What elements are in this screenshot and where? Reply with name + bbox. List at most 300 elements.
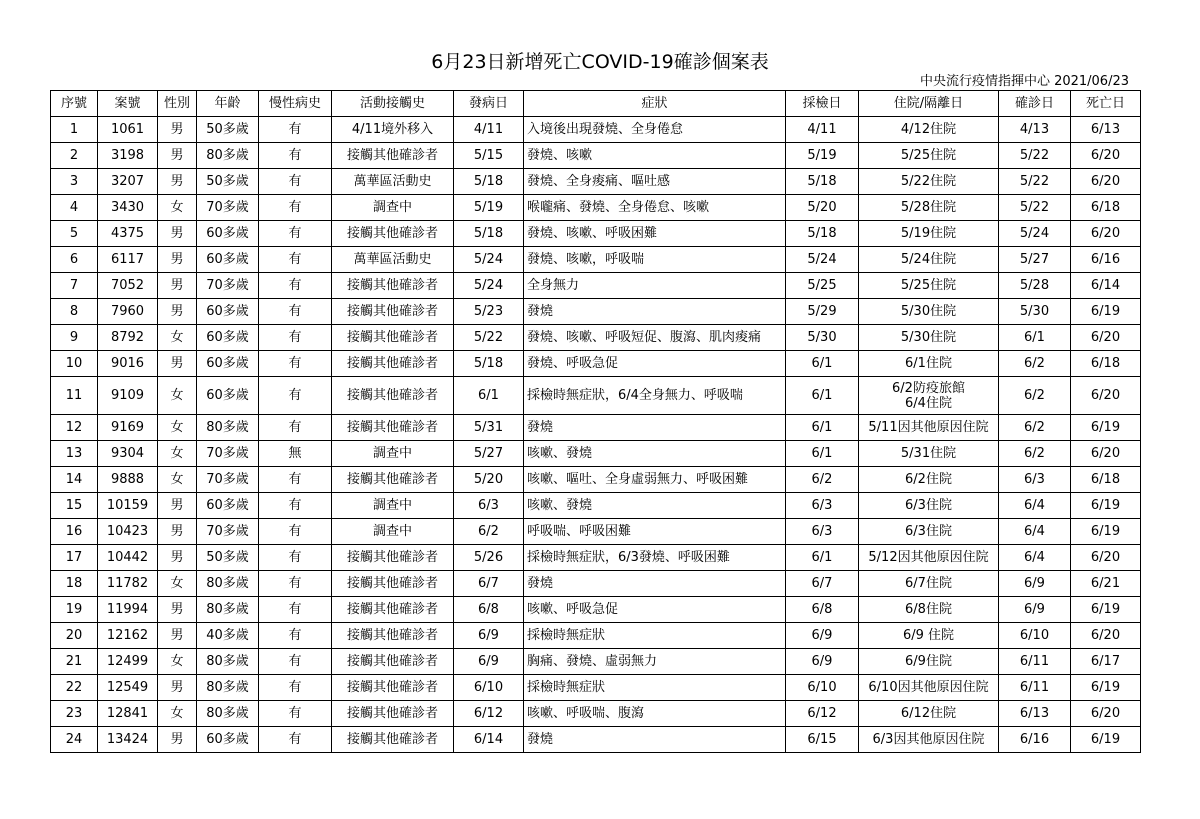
cell-sex: 女 [158,195,197,221]
col-header-death-date: 死亡日 [1071,91,1141,117]
cell-onset-date: 6/12 [454,701,524,727]
cell-test-date: 5/19 [786,143,859,169]
cell-contact-history: 接觸其他確診者 [332,273,454,299]
cell-test-date: 6/7 [786,571,859,597]
cell-contact-history: 4/11境外移入 [332,117,454,143]
cell-age: 60多歲 [197,299,259,325]
cell-serial: 5 [51,221,98,247]
cell-test-date: 5/18 [786,169,859,195]
cell-test-date: 6/9 [786,623,859,649]
cell-contact-history: 接觸其他確診者 [332,467,454,493]
cell-hospitalization-date [859,169,999,195]
cell-contact-history: 接觸其他確診者 [332,299,454,325]
cell-sex: 男 [158,493,197,519]
hospitalization-line: 6/9住院 [905,654,952,669]
cell-contact-history: 萬華區活動史 [332,247,454,273]
cell-onset-date: 5/20 [454,467,524,493]
cell-symptoms: 發燒、全身痠痛、嘔吐感 [524,169,786,195]
hospitalization-line: 6/10因其他原因住院 [868,680,989,695]
table-row [51,649,1141,675]
cell-age: 70多歲 [197,441,259,467]
cell-sex: 男 [158,519,197,545]
cell-death-date: 6/19 [1071,727,1141,753]
issuer-and-date: 中央流行疫情指揮中心 2021/06/23 [919,74,1129,89]
cell-age: 60多歲 [197,325,259,351]
cell-hospitalization-date [859,117,999,143]
cell-chronic-disease: 有 [259,727,332,753]
cell-age: 60多歲 [197,377,259,415]
cell-confirm-date: 4/13 [999,117,1071,143]
cell-age: 40多歲 [197,623,259,649]
cell-sex: 男 [158,351,197,377]
cell-test-date: 5/24 [786,247,859,273]
cell-symptoms: 發燒、咳嗽、呼吸困難 [524,221,786,247]
cell-sex: 男 [158,727,197,753]
cell-contact-history: 接觸其他確診者 [332,597,454,623]
cell-symptoms: 發燒 [524,727,786,753]
cell-sex: 男 [158,247,197,273]
cell-hospitalization-date [859,377,999,415]
cell-chronic-disease: 有 [259,351,332,377]
cell-contact-history: 萬華區活動史 [332,169,454,195]
cell-test-date: 6/3 [786,493,859,519]
cell-confirm-date: 6/2 [999,441,1071,467]
cell-serial: 15 [51,493,98,519]
col-header-confirm-date: 確診日 [999,91,1071,117]
cell-hospitalization-date [859,571,999,597]
table-row [51,377,1141,415]
cell-hospitalization-date [859,623,999,649]
cell-case-number: 3207 [98,169,158,195]
cell-onset-date: 5/23 [454,299,524,325]
cell-death-date: 6/16 [1071,247,1141,273]
cell-hospitalization-date [859,351,999,377]
cell-sex: 女 [158,325,197,351]
cell-sex: 女 [158,377,197,415]
cell-confirm-date: 6/9 [999,571,1071,597]
cell-hospitalization-date [859,143,999,169]
cell-case-number: 12841 [98,701,158,727]
cell-case-number: 11994 [98,597,158,623]
hospitalization-line: 5/11因其他原因住院 [868,420,989,435]
cell-onset-date: 5/24 [454,247,524,273]
cell-death-date: 6/20 [1071,169,1141,195]
cell-sex: 女 [158,649,197,675]
hospitalization-line: 5/31住院 [900,446,957,461]
table-row [51,727,1141,753]
cell-case-number: 4375 [98,221,158,247]
cell-serial: 6 [51,247,98,273]
cell-symptoms: 發燒 [524,299,786,325]
cell-case-number: 3198 [98,143,158,169]
table-row [51,351,1141,377]
table-header-row [51,91,1141,117]
cell-test-date: 6/1 [786,377,859,415]
cell-hospitalization-date [859,493,999,519]
cell-chronic-disease: 有 [259,597,332,623]
hospitalization-line: 5/30住院 [900,304,957,319]
hospitalization-line: 5/12因其他原因住院 [868,550,989,565]
cell-symptoms: 採檢時無症狀 [524,623,786,649]
cell-death-date: 6/18 [1071,195,1141,221]
cell-test-date: 6/12 [786,701,859,727]
cell-serial: 2 [51,143,98,169]
cell-confirm-date: 5/30 [999,299,1071,325]
cell-chronic-disease: 有 [259,143,332,169]
cell-confirm-date: 5/22 [999,169,1071,195]
cell-serial: 13 [51,441,98,467]
cell-sex: 男 [158,221,197,247]
cell-death-date: 6/20 [1071,545,1141,571]
cell-death-date: 6/20 [1071,623,1141,649]
cell-confirm-date: 6/16 [999,727,1071,753]
col-header-age: 年齡 [197,91,259,117]
cell-chronic-disease: 有 [259,545,332,571]
cell-contact-history: 接觸其他確診者 [332,571,454,597]
cell-age: 80多歲 [197,143,259,169]
table-row [51,325,1141,351]
cell-age: 70多歲 [197,195,259,221]
cell-confirm-date: 6/2 [999,377,1071,415]
cell-sex: 女 [158,571,197,597]
cell-test-date: 5/29 [786,299,859,325]
cell-age: 80多歲 [197,415,259,441]
cell-case-number: 9016 [98,351,158,377]
cell-confirm-date: 6/3 [999,467,1071,493]
cell-contact-history: 接觸其他確診者 [332,221,454,247]
cell-hospitalization-date [859,545,999,571]
cell-death-date: 6/18 [1071,467,1141,493]
hospitalization-line: 5/22住院 [900,174,957,189]
cell-case-number: 3430 [98,195,158,221]
cell-serial: 14 [51,467,98,493]
cell-symptoms: 發燒、咳嗽，呼吸喘 [524,247,786,273]
cell-test-date: 6/15 [786,727,859,753]
table-row [51,597,1141,623]
cell-chronic-disease: 有 [259,247,332,273]
table-row [51,467,1141,493]
cell-death-date: 6/19 [1071,493,1141,519]
cell-hospitalization-date [859,325,999,351]
cell-test-date: 6/3 [786,519,859,545]
cell-chronic-disease: 有 [259,325,332,351]
hospitalization-line: 5/25住院 [900,148,957,163]
cell-symptoms: 採檢時無症狀，6/3發燒、呼吸困難 [524,545,786,571]
cell-test-date: 5/30 [786,325,859,351]
cell-hospitalization-date [859,467,999,493]
cell-confirm-date: 6/11 [999,675,1071,701]
cell-case-number: 7052 [98,273,158,299]
cell-onset-date: 6/8 [454,597,524,623]
cell-sex: 男 [158,169,197,195]
cell-contact-history: 接觸其他確診者 [332,377,454,415]
cell-chronic-disease: 有 [259,467,332,493]
cell-contact-history: 調查中 [332,441,454,467]
table-row [51,299,1141,325]
cell-contact-history: 接觸其他確診者 [332,545,454,571]
cell-serial: 19 [51,597,98,623]
cell-onset-date: 5/19 [454,195,524,221]
cell-sex: 男 [158,299,197,325]
cell-chronic-disease: 有 [259,623,332,649]
cell-death-date: 6/19 [1071,675,1141,701]
cell-chronic-disease: 有 [259,701,332,727]
cell-symptoms: 全身無力 [524,273,786,299]
col-header-symptoms: 症狀 [524,91,786,117]
cell-confirm-date: 6/4 [999,545,1071,571]
cell-death-date: 6/20 [1071,143,1141,169]
cell-case-number: 9169 [98,415,158,441]
hospitalization-line: 6/12住院 [900,706,957,721]
hospitalization-line: 6/3因其他原因住院 [872,732,985,747]
cell-confirm-date: 6/4 [999,493,1071,519]
cell-contact-history: 接觸其他確診者 [332,649,454,675]
page-title: 6月23日新增死亡COVID-19確診個案表 [431,51,769,73]
cell-chronic-disease: 有 [259,519,332,545]
cell-death-date: 6/19 [1071,299,1141,325]
cell-confirm-date: 5/22 [999,143,1071,169]
table-row [51,195,1141,221]
col-header-case-number: 案號 [98,91,158,117]
cell-symptoms: 發燒 [524,571,786,597]
cell-case-number: 7960 [98,299,158,325]
cell-sex: 女 [158,441,197,467]
cell-onset-date: 6/9 [454,649,524,675]
cell-case-number: 10423 [98,519,158,545]
cell-test-date: 6/1 [786,351,859,377]
cell-onset-date: 6/1 [454,377,524,415]
cell-death-date: 6/19 [1071,597,1141,623]
cell-hospitalization-date [859,701,999,727]
cell-symptoms: 胸痛、發燒、虛弱無力 [524,649,786,675]
cell-serial: 24 [51,727,98,753]
cell-contact-history: 接觸其他確診者 [332,415,454,441]
cell-onset-date: 6/7 [454,571,524,597]
cell-sex: 男 [158,623,197,649]
cell-case-number: 12549 [98,675,158,701]
cell-sex: 男 [158,273,197,299]
hospitalization-line: 6/2防疫旅館 [892,380,965,396]
cell-chronic-disease: 有 [259,117,332,143]
cell-confirm-date: 6/13 [999,701,1071,727]
cell-death-date: 6/20 [1071,441,1141,467]
cell-hospitalization-date [859,519,999,545]
cell-case-number: 8792 [98,325,158,351]
cell-confirm-date: 5/22 [999,195,1071,221]
cell-age: 60多歲 [197,247,259,273]
table-row [51,221,1141,247]
cell-onset-date: 5/18 [454,351,524,377]
hospitalization-line: 6/1住院 [905,356,952,371]
cell-confirm-date: 5/27 [999,247,1071,273]
cell-death-date: 6/18 [1071,351,1141,377]
cell-serial: 4 [51,195,98,221]
cell-test-date: 4/11 [786,117,859,143]
cell-onset-date: 5/15 [454,143,524,169]
cell-chronic-disease: 有 [259,195,332,221]
table-row [51,519,1141,545]
cell-hospitalization-date [859,273,999,299]
cell-death-date: 6/17 [1071,649,1141,675]
cell-test-date: 6/1 [786,415,859,441]
cell-serial: 22 [51,675,98,701]
cell-test-date: 6/2 [786,467,859,493]
cell-case-number: 10159 [98,493,158,519]
cell-sex: 女 [158,415,197,441]
col-header-hospitalization-date: 住院/隔離日 [859,91,999,117]
hospitalization-line: 6/3住院 [905,498,952,513]
col-header-serial: 序號 [51,91,98,117]
hospitalization-line: 5/25住院 [900,278,957,293]
cell-serial: 23 [51,701,98,727]
cell-symptoms: 咳嗽、發燒 [524,441,786,467]
cell-onset-date: 5/24 [454,273,524,299]
hospitalization-line: 6/2住院 [905,472,952,487]
cell-onset-date: 4/11 [454,117,524,143]
cell-onset-date: 5/18 [454,169,524,195]
cell-serial: 18 [51,571,98,597]
cell-onset-date: 5/31 [454,415,524,441]
cell-symptoms: 採檢時無症狀 [524,675,786,701]
cell-death-date: 6/20 [1071,701,1141,727]
cell-symptoms: 咳嗽、發燒 [524,493,786,519]
cell-confirm-date: 6/4 [999,519,1071,545]
cell-contact-history: 接觸其他確診者 [332,623,454,649]
cell-contact-history: 接觸其他確診者 [332,351,454,377]
cell-confirm-date: 6/2 [999,351,1071,377]
cell-symptoms: 呼吸喘、呼吸困難 [524,519,786,545]
cell-serial: 10 [51,351,98,377]
cell-chronic-disease: 有 [259,571,332,597]
cell-hospitalization-date [859,649,999,675]
cell-death-date: 6/20 [1071,377,1141,415]
cell-test-date: 6/1 [786,545,859,571]
cell-case-number: 9109 [98,377,158,415]
table-row [51,701,1141,727]
table-row [51,273,1141,299]
cell-confirm-date: 6/2 [999,415,1071,441]
col-header-test-date: 採檢日 [786,91,859,117]
cell-chronic-disease: 有 [259,377,332,415]
cell-symptoms: 入境後出現發燒、全身倦怠 [524,117,786,143]
cell-sex: 男 [158,545,197,571]
hospitalization-line: 6/8住院 [905,602,952,617]
cell-contact-history: 調查中 [332,195,454,221]
cell-sex: 男 [158,597,197,623]
cell-serial: 9 [51,325,98,351]
hospitalization-line: 4/12住院 [900,122,957,137]
cell-onset-date: 6/14 [454,727,524,753]
cell-age: 80多歲 [197,571,259,597]
hospitalization-line: 5/19住院 [900,226,957,241]
table-body [51,117,1141,753]
hospitalization-line: 6/3住院 [905,524,952,539]
cell-sex: 女 [158,701,197,727]
cell-symptoms: 喉嚨痛、發燒、全身倦怠、咳嗽 [524,195,786,221]
cell-sex: 男 [158,143,197,169]
cell-onset-date: 6/9 [454,623,524,649]
cell-test-date: 5/18 [786,221,859,247]
cell-test-date: 5/25 [786,273,859,299]
death-cases-table [50,90,1141,753]
cell-death-date: 6/20 [1071,221,1141,247]
cell-onset-date: 6/10 [454,675,524,701]
cell-contact-history: 調查中 [332,519,454,545]
cell-chronic-disease: 有 [259,169,332,195]
cell-serial: 20 [51,623,98,649]
cell-chronic-disease: 有 [259,649,332,675]
cell-case-number: 9304 [98,441,158,467]
hospitalization-line: 6/9 住院 [902,628,955,643]
cell-symptoms: 採檢時無症狀，6/4全身無力、呼吸喘 [524,377,786,415]
cell-death-date: 6/19 [1071,519,1141,545]
cell-hospitalization-date [859,675,999,701]
cell-chronic-disease: 有 [259,221,332,247]
cell-age: 60多歲 [197,727,259,753]
cell-chronic-disease: 有 [259,675,332,701]
cell-age: 80多歲 [197,675,259,701]
cell-case-number: 9888 [98,467,158,493]
cell-chronic-disease: 無 [259,441,332,467]
cell-death-date: 6/19 [1071,415,1141,441]
cell-symptoms: 發燒、咳嗽、呼吸短促、腹瀉、肌肉痠痛 [524,325,786,351]
cell-hospitalization-date [859,441,999,467]
hospitalization-line: 5/30住院 [900,330,957,345]
table-row [51,441,1141,467]
cell-death-date: 6/21 [1071,571,1141,597]
cell-contact-history: 接觸其他確診者 [332,701,454,727]
cell-age: 60多歲 [197,493,259,519]
table-row [51,143,1141,169]
cell-onset-date: 5/26 [454,545,524,571]
cell-confirm-date: 6/10 [999,623,1071,649]
table-row [51,675,1141,701]
cell-chronic-disease: 有 [259,415,332,441]
cell-serial: 21 [51,649,98,675]
cell-age: 60多歲 [197,351,259,377]
cell-contact-history: 接觸其他確診者 [332,325,454,351]
cell-age: 50多歲 [197,169,259,195]
cell-hospitalization-date [859,415,999,441]
cell-death-date: 6/20 [1071,325,1141,351]
cell-age: 70多歲 [197,519,259,545]
cell-age: 50多歲 [197,117,259,143]
cell-test-date: 6/9 [786,649,859,675]
cell-case-number: 10442 [98,545,158,571]
cell-onset-date: 5/27 [454,441,524,467]
cell-hospitalization-date [859,299,999,325]
cell-chronic-disease: 有 [259,493,332,519]
col-header-contact-history: 活動接觸史 [332,91,454,117]
cell-case-number: 13424 [98,727,158,753]
cell-sex: 女 [158,467,197,493]
cell-confirm-date: 6/9 [999,597,1071,623]
cell-case-number: 12499 [98,649,158,675]
cell-age: 50多歲 [197,545,259,571]
col-header-chronic-disease: 慢性病史 [259,91,332,117]
cell-age: 80多歲 [197,701,259,727]
cell-hospitalization-date [859,597,999,623]
hospitalization-line: 6/4住院 [905,395,952,411]
cell-age: 80多歲 [197,649,259,675]
cell-age: 60多歲 [197,221,259,247]
table-row [51,169,1141,195]
cell-symptoms: 咳嗽、呼吸喘、腹瀉 [524,701,786,727]
cell-sex: 男 [158,117,197,143]
cell-hospitalization-date [859,195,999,221]
cell-serial: 1 [51,117,98,143]
cell-chronic-disease: 有 [259,273,332,299]
